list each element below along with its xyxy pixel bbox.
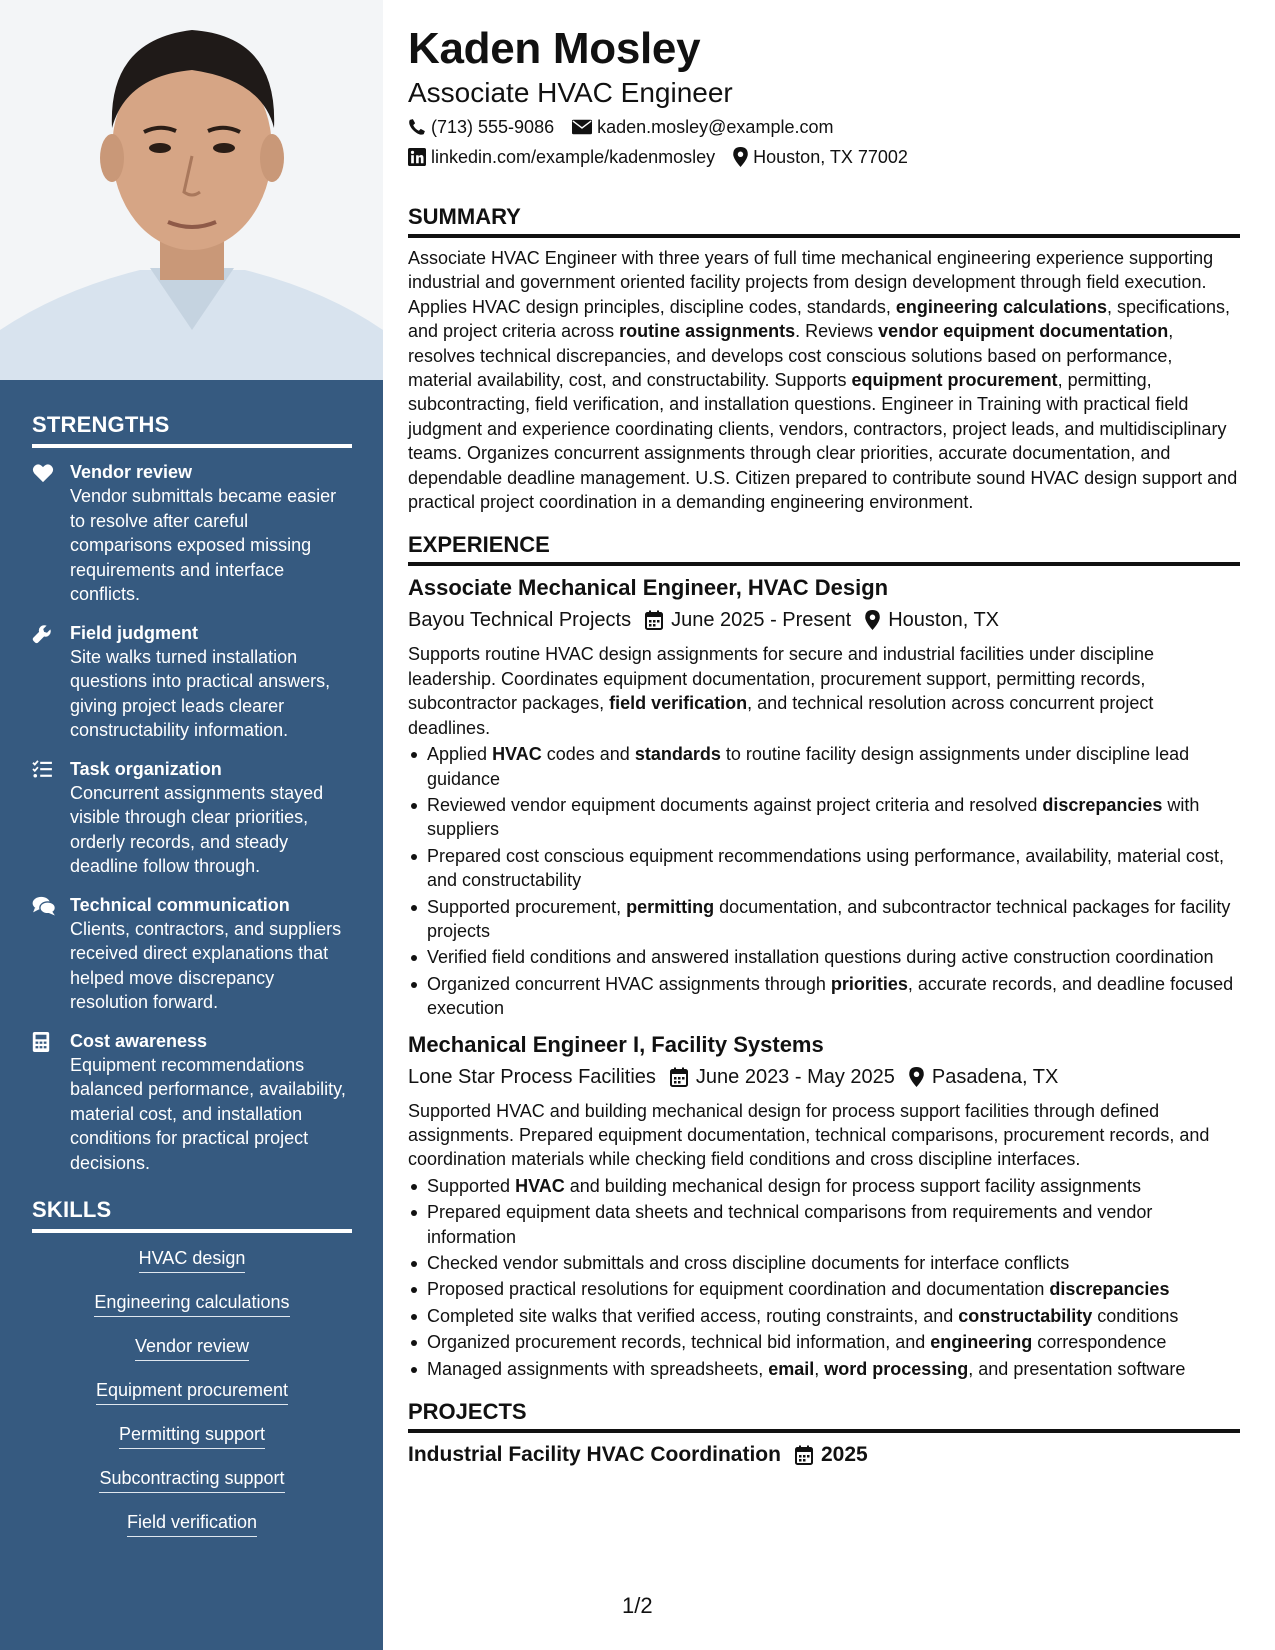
strength-title: Vendor review <box>70 462 193 482</box>
skill-label: Engineering calculations <box>94 1291 289 1317</box>
strength-text: Clients, contractors, and suppliers received direct explanations that helped move discrepancy resolution forward. <box>70 918 342 1012</box>
job-bullet: Organized concurrent HVAC assignments through priorities, accurate records, and deadline focused execution <box>408 972 1240 1021</box>
summary-text: Associate HVAC Engineer with three years of full time mechanical engineering experience supporting industrial and government oriented facility projects from design development through field execution. Applies HVAC design principles, discipline codes, standards, engineering calculations, specifications, and project criteria across routine assignments. Reviews vendor equipment documentation, resolves technical discrepancies, and develops cost conscious solutions based on performance, material availability, cost, and constructability. Supports equipment procurement, permitting, subcontracting, field verification, and installation questions. Engineer in Training with practical field judgment and experience coordinating clients, vendors, contractors, project leads, and multidisciplinary teams. Organizes concurrent assignments through clear priorities, accurate documentation, and dependable deadline management. U.S. Citizen prepared to contribute sound HVAC design support and practical project coordination in a demanding engineering environment. <box>408 248 1238 513</box>
map-pin-icon <box>733 147 753 167</box>
location-text: Houston, TX 77002 <box>753 147 908 167</box>
job-bullet: Verified field conditions and answered installation questions during active construction coordination <box>408 945 1240 969</box>
job-bullets <box>408 1174 1240 1381</box>
skill-label: Field verification <box>127 1511 257 1537</box>
strength-item <box>32 757 352 879</box>
job-entry <box>408 1031 1240 1381</box>
strength-text: Site walks turned installation questions into practical answers, giving project leads clearer constructability information. <box>70 646 331 740</box>
company-name: Lone Star Process Facilities <box>408 1065 656 1088</box>
job-bullet: Organized procurement records, technical bid information, and engineering correspondence <box>408 1330 1240 1354</box>
profile-photo <box>0 0 383 380</box>
skills-heading: SKILLS <box>32 1197 352 1233</box>
email-contact[interactable] <box>572 114 833 140</box>
strengths-heading: STRENGTHS <box>32 412 352 448</box>
calendar-icon <box>781 1445 821 1465</box>
summary-heading: SUMMARY <box>408 204 1240 238</box>
sidebar <box>0 0 383 1650</box>
sidebar-content <box>32 412 352 1555</box>
envelope-icon <box>572 119 597 135</box>
skill-label: Subcontracting support <box>99 1467 284 1493</box>
candidate-name: Kaden Mosley <box>408 24 701 73</box>
job-bullet: Supported HVAC and building mechanical design for process support facility assignments <box>408 1174 1240 1198</box>
job-entry <box>408 574 1240 1020</box>
job-dates-text: June 2023 - May 2025 <box>695 1065 895 1088</box>
project-entry <box>408 1441 1240 1469</box>
job-bullet: Prepared equipment data sheets and technical comparisons from requirements and vendor information <box>408 1200 1240 1249</box>
wrench-icon <box>32 621 70 743</box>
calendar-icon <box>670 1067 696 1087</box>
strength-item <box>32 460 352 607</box>
strength-text: Vendor submittals became easier to resolve after careful comparisons exposed missing requirements and interface conflicts. <box>70 486 337 604</box>
heart-icon <box>32 460 70 607</box>
bold-keyword: equipment procurement <box>851 370 1058 391</box>
bold-keyword: field verification <box>609 693 748 714</box>
linkedin-contact[interactable] <box>408 144 715 170</box>
bold-keyword: permitting <box>626 896 715 917</box>
job-location <box>865 606 999 634</box>
bold-keyword: routine assignments <box>619 321 796 342</box>
main-content <box>408 24 1240 1469</box>
strength-title: Field judgment <box>70 622 198 643</box>
bold-keyword: HVAC <box>492 744 542 765</box>
strength-item <box>32 893 352 1015</box>
strength-title: Cost awareness <box>70 1030 208 1051</box>
bold-keyword: discrepancies <box>1049 1279 1170 1300</box>
bold-keyword: constructability <box>958 1305 1093 1326</box>
candidate-title: Associate HVAC Engineer <box>408 77 733 108</box>
skill-item <box>32 1379 352 1405</box>
skill-label: Equipment procurement <box>96 1379 288 1405</box>
contact-row <box>408 114 1240 140</box>
bold-keyword: engineering <box>930 1332 1033 1353</box>
skill-label: HVAC design <box>139 1247 246 1273</box>
job-title: Associate Mechanical Engineer, HVAC Design <box>408 575 889 601</box>
contact-row <box>408 144 1240 170</box>
bold-keyword: vendor equipment documentation <box>878 321 1169 342</box>
strength-title: Technical communication <box>70 894 290 915</box>
email-link[interactable]: kaden.mosley@example.com <box>597 117 834 137</box>
page-number: 1/2 <box>622 1593 653 1618</box>
phone-icon <box>408 118 431 136</box>
skills-list <box>32 1247 352 1537</box>
job-dates <box>670 1063 895 1091</box>
bold-keyword: priorities <box>830 973 908 994</box>
job-bullet: Checked vendor submittals and cross discipline documents for interface conflicts <box>408 1251 1240 1275</box>
map-pin-icon <box>865 610 888 630</box>
project-title: Industrial Facility HVAC Coordination <box>408 1443 781 1467</box>
job-meta <box>408 1063 1240 1091</box>
job-bullets <box>408 742 1240 1020</box>
strength-title: Task organization <box>70 758 222 779</box>
company-name: Bayou Technical Projects <box>408 609 632 632</box>
job-bullet: Prepared cost conscious equipment recommendations using performance, availability, material cost, and constructability <box>408 844 1240 893</box>
job-location-text: Houston, TX <box>888 609 1000 632</box>
job-description: Supports routine HVAC design assignments for secure and industrial facilities under discipline leadership. Coordinates equipment documentation, procurement support, permitting records, subcontractor packages, field verification, and technical resolution across concurrent project deadlines. <box>408 644 1155 738</box>
strength-item <box>32 621 352 743</box>
strength-text: Equipment recommendations balanced performance, availability, material cost, and installation conditions for practical project decisions. <box>70 1054 346 1173</box>
job-description: Supported HVAC and building mechanical design for process support facilities through defined assignments. Prepared equipment documentation, technical comparisons, procurement records, and coordination materials while checking field conditions and cross discipline interfaces. <box>408 1100 1210 1170</box>
skill-item <box>32 1247 352 1273</box>
bold-keyword: word processing <box>824 1358 969 1379</box>
map-pin-icon <box>909 1067 932 1087</box>
bold-keyword: email <box>768 1358 815 1379</box>
job-dates <box>645 606 851 634</box>
location-contact <box>733 144 908 170</box>
projects-heading: PROJECTS <box>408 1399 1240 1433</box>
skill-label: Vendor review <box>135 1335 249 1361</box>
job-location <box>909 1063 1058 1091</box>
job-title: Mechanical Engineer I, Facility Systems <box>408 1031 824 1057</box>
job-bullet: Proposed practical resolutions for equipment coordination and documentation discrepancies <box>408 1277 1240 1301</box>
job-bullet: Applied HVAC codes and standards to routine facility design assignments under discipline lead guidance <box>408 742 1240 791</box>
skill-label: Permitting support <box>119 1423 265 1449</box>
skill-item <box>32 1467 352 1493</box>
job-bullet: Supported procurement, permitting documentation, and subcontractor technical packages for facility projects <box>408 895 1240 944</box>
skill-item <box>32 1291 352 1317</box>
bold-keyword: discrepancies <box>1042 794 1163 815</box>
bold-keyword: HVAC <box>515 1175 565 1196</box>
phone-contact <box>408 114 554 140</box>
calendar-icon <box>645 610 671 630</box>
linkedin-link[interactable]: linkedin.com/example/kadenmosley <box>431 147 716 167</box>
bold-keyword: standards <box>634 744 721 765</box>
linkedin-icon <box>408 148 431 166</box>
job-bullet: Reviewed vendor equipment documents against project criteria and resolved discrepancies with suppliers <box>408 793 1240 842</box>
chat-bubbles-icon <box>32 893 70 1015</box>
bold-keyword: engineering calculations <box>895 296 1107 317</box>
skill-item <box>32 1423 352 1449</box>
strength-text: Concurrent assignments stayed visible through clear priorities, orderly records, and steady deadline follow through. <box>70 782 324 876</box>
job-meta <box>408 606 1240 634</box>
job-dates-text: June 2025 - Present <box>671 609 852 632</box>
strength-item <box>32 1029 352 1176</box>
job-bullet: Completed site walks that verified access, routing constraints, and constructability conditions <box>408 1304 1240 1328</box>
job-location-text: Pasadena, TX <box>931 1065 1059 1088</box>
skill-item <box>32 1335 352 1361</box>
skill-item <box>32 1511 352 1537</box>
job-bullet: Managed assignments with spreadsheets, email, word processing, and presentation software <box>408 1357 1240 1381</box>
calculator-icon <box>32 1029 70 1176</box>
phone-text: (713) 555-9086 <box>431 117 555 137</box>
checklist-icon <box>32 757 70 879</box>
experience-heading: EXPERIENCE <box>408 532 1240 566</box>
project-year: 2025 <box>820 1443 868 1467</box>
